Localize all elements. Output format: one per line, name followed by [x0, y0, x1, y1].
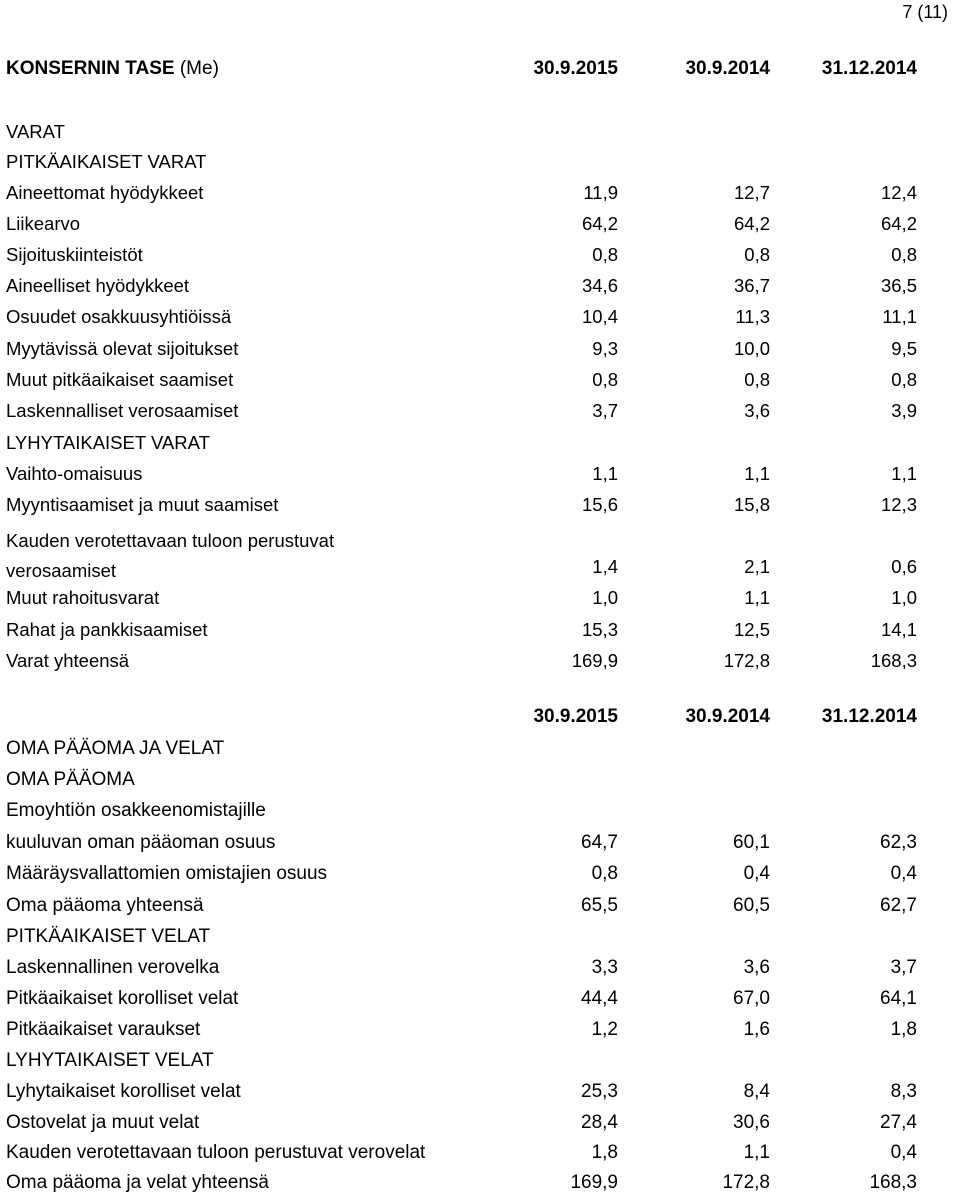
- cell-value: 1,0: [592, 587, 618, 608]
- cell-value: 60,1: [733, 832, 770, 853]
- table-row: [0, 182, 960, 210]
- cell-value: 10,0: [733, 338, 770, 359]
- table-row: [0, 494, 960, 522]
- cell-value: 11,3: [735, 306, 770, 327]
- cell-value: 28,4: [581, 1112, 618, 1133]
- cell-value: 15,8: [733, 494, 770, 515]
- table-row: [0, 769, 960, 797]
- cell-value: 1,1: [592, 463, 618, 484]
- cell-value: 0,8: [744, 369, 770, 390]
- cell-value: 64,2: [880, 213, 917, 234]
- cell-value: 168,3: [869, 1172, 917, 1193]
- table-row: [0, 832, 960, 860]
- cell-value: 3,9: [891, 400, 917, 421]
- table-row: [0, 121, 960, 149]
- cell-value: 10,4: [581, 306, 618, 327]
- table-row: [0, 338, 960, 366]
- row-label: Rahat ja pankkisaamiset: [6, 619, 208, 640]
- cell-value: 15,3: [581, 619, 618, 640]
- row-label: Sijoituskiinteistöt: [6, 244, 143, 265]
- cell-value: 168,3: [870, 650, 917, 671]
- cell-value: 0,8: [744, 244, 770, 265]
- cell-value: 3,3: [591, 957, 618, 978]
- title-main: KONSERNIN TASE: [6, 58, 175, 79]
- cell-value: 0,4: [890, 863, 917, 884]
- cell-value: 15,6: [581, 494, 618, 515]
- table-row: [0, 957, 960, 985]
- table-row: [0, 926, 960, 954]
- cell-value: 1,2: [591, 1019, 618, 1040]
- cell-value: 3,7: [890, 957, 917, 978]
- row-label: kuuluvan oman pääoman osuus: [6, 832, 276, 853]
- cell-value: 30,6: [733, 1112, 770, 1133]
- cell-value: 0,4: [890, 1142, 917, 1163]
- row-label: Aineettomat hyödykkeet: [6, 182, 204, 203]
- cell-value: 25,3: [581, 1081, 618, 1102]
- cell-value: 67,0: [733, 988, 770, 1009]
- title-unit: (Me): [174, 58, 219, 79]
- equity-header-col-1: 30.9.2015: [533, 706, 618, 727]
- row-label: Muut pitkäaikaiset saamiset: [6, 369, 234, 390]
- row-label: Pitkäaikaiset varaukset: [6, 1019, 201, 1040]
- cell-value: 1,1: [744, 463, 770, 484]
- table-row: [0, 988, 960, 1016]
- cell-value: 64,7: [581, 832, 618, 853]
- cell-value: 0,8: [592, 369, 618, 390]
- cell-value: 8,4: [743, 1081, 770, 1102]
- cell-value: 3,6: [744, 400, 770, 421]
- cell-value: 0,6: [891, 556, 917, 577]
- cell-value: 3,6: [743, 957, 770, 978]
- cell-value: 36,7: [733, 275, 770, 296]
- table-row: [0, 587, 960, 615]
- cell-value: 9,5: [891, 338, 917, 359]
- row-label: Myyntisaamiset ja muut saamiset: [6, 494, 279, 515]
- page-number: 7 (11): [902, 2, 948, 22]
- row-label: PITKÄAIKAISET VARAT: [6, 151, 207, 172]
- row-label: Muut rahoitusvarat: [6, 587, 160, 608]
- table-row: [0, 1172, 960, 1200]
- cell-value: 1,1: [743, 1142, 770, 1163]
- row-label: Määräysvallattomien omistajien osuus: [6, 863, 328, 884]
- row-label: Laskennallinen verovelka: [6, 957, 220, 978]
- row-label: Myytävissä olevat sijoitukset: [6, 338, 239, 359]
- cell-value: 12,4: [880, 182, 917, 203]
- cell-value: 1,8: [591, 1142, 618, 1163]
- table-row: [0, 650, 960, 678]
- cell-value: 1,8: [890, 1019, 917, 1040]
- row-label: Lyhytaikaiset korolliset velat: [6, 1081, 241, 1102]
- table-row: [0, 400, 960, 428]
- cell-value: 36,5: [880, 275, 917, 296]
- cell-value: 8,3: [890, 1081, 917, 1102]
- row-label-line-2: verosaamiset: [6, 560, 117, 581]
- table-row: [0, 530, 960, 584]
- table-row: [0, 738, 960, 766]
- row-label: Oma pääoma ja velat yhteensä: [6, 1172, 269, 1193]
- cell-value: 64,2: [733, 213, 770, 234]
- cell-value: 172,8: [723, 650, 770, 671]
- cell-value: 169,9: [571, 650, 618, 671]
- cell-value: 62,7: [880, 895, 917, 916]
- cell-value: 0,4: [743, 863, 770, 884]
- cell-value: 1,6: [743, 1019, 770, 1040]
- cell-value: 1,0: [891, 587, 917, 608]
- table-row: [0, 619, 960, 647]
- table-row: [0, 369, 960, 397]
- table-row: [0, 1019, 960, 1047]
- cell-value: 11,1: [882, 306, 917, 327]
- cell-value: 1,1: [744, 587, 770, 608]
- cell-value: 62,3: [880, 832, 917, 853]
- row-label: OMA PÄÄOMA: [6, 769, 135, 790]
- row-label: Kauden verotettavaan tuloon perustuvat verovelat: [6, 1142, 426, 1163]
- cell-value: 9,3: [592, 338, 618, 359]
- cell-value: 12,3: [880, 494, 917, 515]
- equity-header-col-2: 30.9.2014: [685, 706, 770, 727]
- table-row: [0, 213, 960, 241]
- cell-value: 1,4: [592, 556, 618, 577]
- assets-header-col-2: 30.9.2014: [685, 58, 770, 79]
- table-row: [0, 863, 960, 891]
- cell-value: 172,8: [722, 1172, 770, 1193]
- row-label: Ostovelat ja muut velat: [6, 1112, 200, 1133]
- cell-value: 0,8: [891, 369, 917, 390]
- table-row: [0, 800, 960, 828]
- cell-value: 60,5: [733, 895, 770, 916]
- row-label: Liikearvo: [6, 213, 81, 234]
- cell-value: 3,7: [592, 400, 618, 421]
- row-label: Pitkäaikaiset korolliset velat: [6, 988, 239, 1009]
- row-label: Aineelliset hyödykkeet: [6, 275, 190, 296]
- row-label: LYHYTAIKAISET VELAT: [6, 1050, 214, 1071]
- cell-value: 44,4: [581, 988, 618, 1009]
- assets-header-col-1: 30.9.2015: [533, 58, 618, 79]
- row-label: Osuudet osakkuusyhtiöissä: [6, 306, 232, 327]
- cell-value: 14,1: [880, 619, 917, 640]
- row-label: LYHYTAIKAISET VARAT: [6, 432, 210, 453]
- assets-header-col-3: 31.12.2014: [821, 58, 917, 79]
- table-row: [0, 463, 960, 491]
- table-row: [0, 244, 960, 272]
- cell-value: 27,4: [880, 1112, 917, 1133]
- cell-value: 12,7: [733, 182, 770, 203]
- cell-value: 2,1: [744, 556, 770, 577]
- table-row: [0, 1050, 960, 1078]
- row-label-line-1: Kauden verotettavaan tuloon perustuvat: [6, 530, 335, 551]
- cell-value: 34,6: [581, 275, 618, 296]
- row-label: Laskennalliset verosaamiset: [6, 400, 239, 421]
- page-title: [6, 58, 219, 80]
- cell-value: 65,5: [581, 895, 618, 916]
- row-label: Oma pääoma yhteensä: [6, 895, 204, 916]
- row-label: VARAT: [6, 121, 65, 142]
- table-row: [0, 895, 960, 923]
- cell-value: 64,2: [581, 213, 618, 234]
- row-label: Varat yhteensä: [6, 650, 130, 671]
- table-row: [0, 275, 960, 303]
- cell-value: 64,1: [880, 988, 917, 1009]
- cell-value: 11,9: [583, 182, 618, 203]
- cell-value: 169,9: [570, 1172, 618, 1193]
- cell-value: 1,1: [891, 463, 917, 484]
- row-label: Vaihto-omaisuus: [6, 463, 143, 484]
- row-label: [6, 526, 334, 586]
- row-label: Emoyhtiön osakkeenomistajille: [6, 800, 266, 821]
- cell-value: 12,5: [733, 619, 770, 640]
- table-row: [0, 1081, 960, 1109]
- table-row: [0, 432, 960, 460]
- cell-value: 0,8: [591, 863, 618, 884]
- cell-value: 0,8: [592, 244, 618, 265]
- table-row: [0, 1142, 960, 1170]
- cell-value: 0,8: [891, 244, 917, 265]
- row-label: PITKÄAIKAISET VELAT: [6, 926, 211, 947]
- row-label: OMA PÄÄOMA JA VELAT: [6, 738, 225, 759]
- equity-header-col-3: 31.12.2014: [821, 706, 917, 727]
- table-row: [0, 306, 960, 334]
- table-row: [0, 151, 960, 179]
- table-row: [0, 1112, 960, 1140]
